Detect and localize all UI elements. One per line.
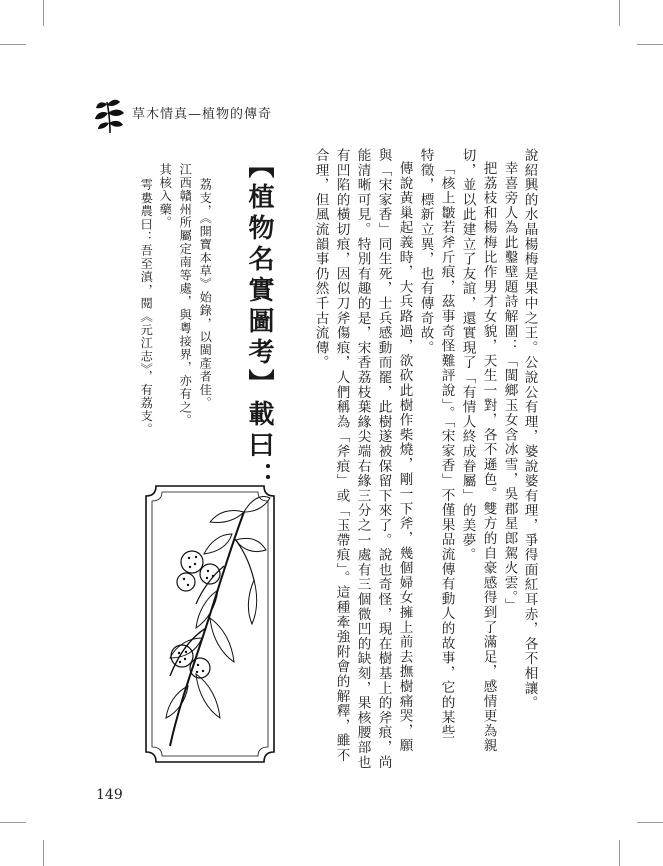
leaf-sprig-icon — [92, 96, 128, 134]
sidebar-title: 【植物名實圖考】載曰： — [244, 152, 274, 493]
crop-mark-bottom-left-h — [0, 822, 26, 823]
lychee-branch-illustration-icon — [140, 478, 280, 770]
main-text-line-7: 傳說黃巢起義時，大兵路過，欲砍此樹作柴燒，剛一下斧，幾個婦女擁上前去撫樹痛哭，願 — [396, 161, 413, 753]
crop-mark-top-right-h — [637, 44, 663, 45]
sidebar-line-4: 雩婁農曰：吾至滇，閱《元江志》，有荔支。 — [139, 178, 154, 436]
main-text-line-2: 幸喜旁人為此鑿壁題詩解圍：「閩鄉玉女含冰雪，吳郡星郎駕火雲。」 — [501, 161, 518, 613]
main-text-line-1: 說紹興的水晶楊梅是果中之王。公說公有理，婆說婆有理，爭得面紅耳赤，各不相讓。 — [521, 148, 538, 711]
crop-mark-bottom-right-v — [619, 840, 620, 866]
main-text-line-11: 合理，但風流韻事仍然千古流傳。 — [312, 148, 329, 370]
main-text-line-4: 切，並以此建立了友誼，還實現了「有情人終成眷屬」的美夢。 — [459, 148, 476, 563]
crop-mark-bottom-right-h — [637, 822, 663, 823]
main-text-line-10: 有凹陷的橫切痕，因似刀斧傷痕，人們稱為「斧痕」或「玉帶痕」。這種牽強附會的解釋，雖不 — [333, 148, 350, 763]
crop-mark-bottom-left-v — [43, 840, 44, 866]
running-header — [92, 96, 272, 134]
main-text-line-8: 與「宋家香」同生死，士兵感動而罷，此樹遂被保留下來了。說也奇怪，現在樹基上的斧痕，尚 — [375, 148, 392, 770]
sidebar-line-3: 其核入藥。 — [158, 163, 173, 229]
sidebar-line-2: 江西贛州所屬定南等處，與粵接界，亦有之。 — [178, 163, 193, 427]
main-text-line-6: 特徵，標新立異，也有傳奇故。 — [417, 148, 434, 356]
page-number: 149 — [96, 787, 123, 803]
main-text-line-5: 「核上皺若斧斤痕，茲事奇怪難評說」。「宋家香」不僅果品流傳有動人的故事，它的某些 — [438, 161, 455, 740]
crop-mark-top-left-v — [43, 0, 44, 26]
main-text-line-3: 把荔枝和楊梅比作男才女貌，天生一對，各不遜色。雙方的自豪感得到了滿足，感情更為親 — [480, 161, 497, 753]
header-title: 草木情真—植物的傳奇 — [132, 107, 273, 122]
main-text-line-9: 能清晰可見。特別有趣的是，宋香荔枝葉緣尖端右緣三分之一處有三個微凹的缺刻，果核腰部也 — [354, 148, 371, 770]
crop-mark-top-left-h — [0, 44, 26, 45]
sidebar-line-1: 荔支，《開寶本草》始錄，以閩產者佳。 — [198, 178, 213, 410]
crop-mark-top-right-v — [619, 0, 620, 26]
